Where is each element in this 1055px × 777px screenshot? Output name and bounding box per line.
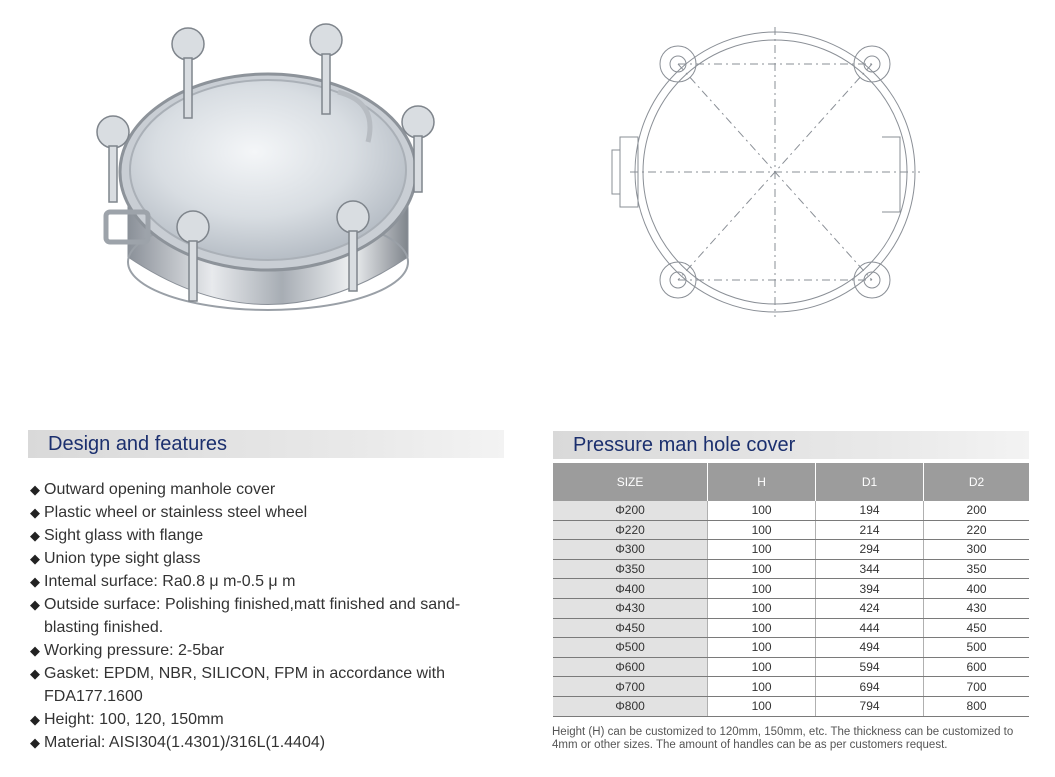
table-row: Φ430 100 424 430 <box>553 598 1029 618</box>
diamond-bullet-icon: ◆ <box>30 643 40 658</box>
table-row: Φ350 100 344 350 <box>553 559 1029 579</box>
diamond-bullet-icon: ◆ <box>30 528 40 543</box>
table-row: Φ700 100 694 700 <box>553 677 1029 697</box>
design-features-header: Design and features <box>28 430 504 458</box>
diamond-bullet-icon: ◆ <box>30 666 40 681</box>
customization-note: Height (H) can be customized to 120mm, 150mm, etc. The thickness can be customized to 4mm or other sizes. The amount of handles can be as per customers request. <box>552 726 1014 751</box>
diamond-bullet-icon: ◆ <box>30 482 40 497</box>
table-header-row <box>553 463 1029 501</box>
table-row: Φ300 100 294 300 <box>553 540 1029 560</box>
feature-item: ◆ Working pressure: 2-5bar <box>30 639 510 662</box>
diamond-bullet-icon: ◆ <box>30 735 40 750</box>
feature-item: ◆ Plastic wheel or stainless steel wheel <box>30 501 510 524</box>
features-list <box>30 478 510 754</box>
table-row: Φ450 100 444 450 <box>553 618 1029 638</box>
pressure-manhole-header: Pressure man hole cover <box>553 431 1029 459</box>
table-row: Φ800 100 794 800 <box>553 696 1029 716</box>
technical-drawing <box>600 12 950 332</box>
diamond-bullet-icon: ◆ <box>30 712 40 727</box>
table-row: Φ200 100 194 200 <box>553 501 1029 520</box>
feature-item: ◆ Material: AISI304(1.4301)/316L(1.4404) <box>30 731 510 754</box>
feature-item: ◆ Union type sight glass <box>30 547 510 570</box>
column-header-d1: D1 <box>816 463 924 501</box>
diamond-bullet-icon: ◆ <box>30 505 40 520</box>
feature-item: ◆ Sight glass with flange <box>30 524 510 547</box>
feature-item: ◆ Height: 100, 120, 150mm <box>30 708 510 731</box>
table-row: Φ220 100 214 220 <box>553 520 1029 540</box>
feature-item: ◆ Outside surface: Polishing finished,matt finished and sand-blasting finished. <box>30 593 510 639</box>
diamond-bullet-icon: ◆ <box>30 597 40 612</box>
diamond-bullet-icon: ◆ <box>30 551 40 566</box>
feature-item: ◆ Gasket: EPDM, NBR, SILICON, FPM in accordance with FDA177.1600 <box>30 662 510 708</box>
feature-item: ◆ Outward opening manhole cover <box>30 478 510 501</box>
diamond-bullet-icon: ◆ <box>30 574 40 589</box>
column-header-h: H <box>708 463 816 501</box>
column-header-d2: D2 <box>924 463 1029 501</box>
table-row: Φ400 100 394 400 <box>553 579 1029 599</box>
column-header-size: SIZE <box>553 463 708 501</box>
table-row: Φ600 100 594 600 <box>553 657 1029 677</box>
spec-table <box>553 463 1029 717</box>
feature-item: ◆ Intemal surface: Ra0.8 μ m-0.5 μ m <box>30 570 510 593</box>
table-row: Φ500 100 494 500 <box>553 638 1029 658</box>
manhole-cover-photo <box>88 22 448 332</box>
